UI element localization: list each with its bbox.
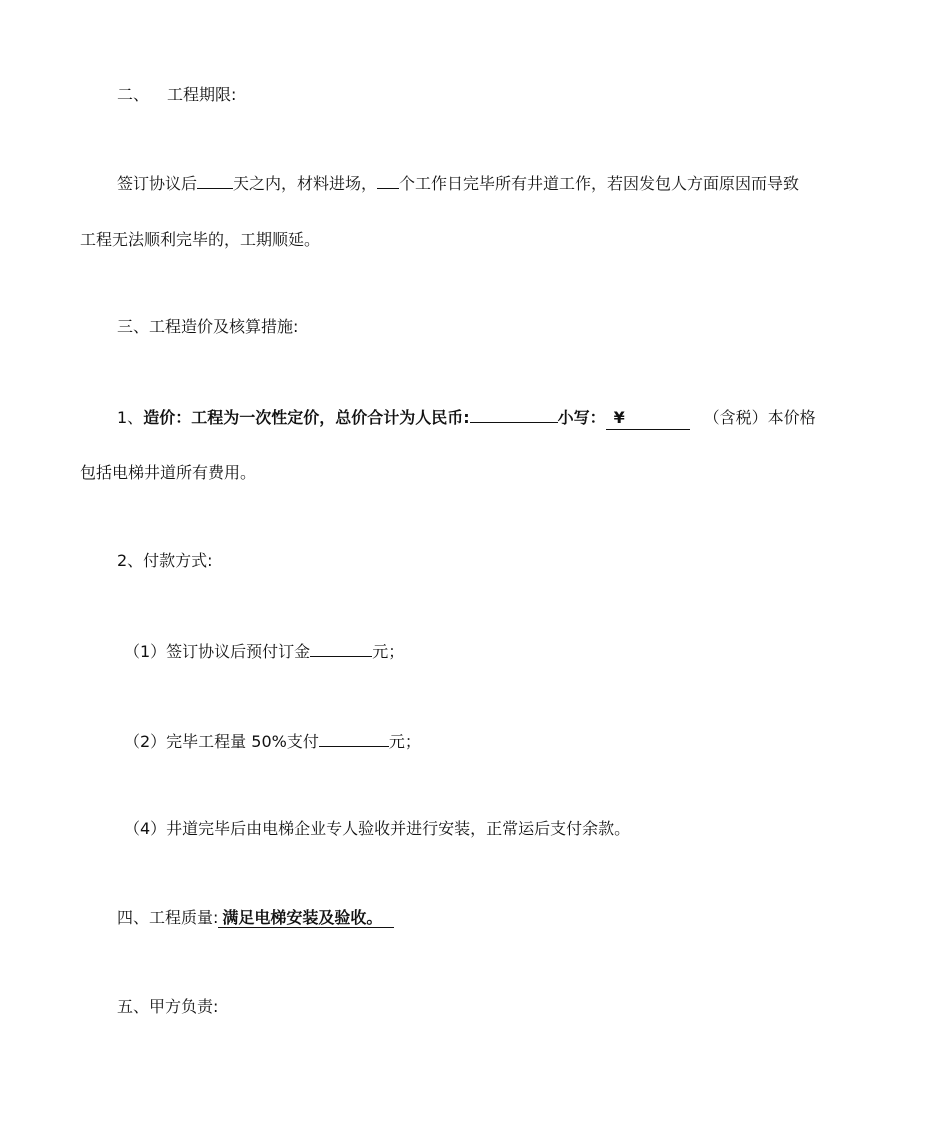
section-title: 工程期限:	[167, 85, 237, 104]
paragraph-schedule	[117, 172, 870, 195]
section-label: 四、工程质量:	[117, 908, 219, 927]
price-label: 造价：工程为一次性定价，总价合计为人民币:	[143, 408, 470, 427]
section-5-heading: 五、甲方负责:	[117, 997, 219, 1016]
small-label: 小写：	[557, 408, 606, 427]
blank-small-amount	[606, 407, 690, 430]
section-3-heading: 三、工程造价及核算措施:	[117, 317, 299, 336]
tax-note: （含税）本价格	[703, 408, 816, 427]
blank-workdays	[377, 172, 399, 189]
section-number: 二、	[117, 85, 150, 104]
item-number: 1、	[117, 408, 144, 427]
payment-1	[124, 640, 870, 663]
item-2-payment: 2、付款方式:	[117, 551, 213, 570]
text-segment: 签订协议后	[117, 174, 198, 193]
yen-symbol: ¥	[613, 408, 625, 427]
text-segment: 天之内，材料进场，	[233, 174, 378, 193]
section-4-quality	[117, 907, 870, 929]
blank-progress-payment	[319, 730, 389, 747]
item-1-cont: 包括电梯井道所有费用。	[80, 463, 257, 482]
item-1-price	[117, 406, 870, 430]
blank-deposit	[310, 640, 372, 657]
payment-unit: 元；	[388, 732, 421, 751]
payment-text: （1）签订协议后预付订金	[124, 642, 311, 661]
paragraph-schedule-cont: 工程无法顺利完毕的，工期顺延。	[80, 230, 321, 249]
payment-4: （4）井道完毕后由电梯企业专人验收并进行安装，正常运后支付余款。	[124, 819, 631, 838]
blank-days	[197, 172, 233, 189]
payment-text: （2）完毕工程量 50%支付	[124, 732, 319, 751]
quality-standard: 满足电梯安装及验收。	[218, 908, 394, 928]
payment-unit: 元；	[372, 642, 405, 661]
blank-total-rmb	[470, 406, 558, 423]
payment-2	[124, 730, 870, 753]
text-segment: 个工作日完毕所有井道工作，若因发包人方面原因而导致	[399, 174, 800, 193]
section-2-heading	[117, 84, 870, 106]
